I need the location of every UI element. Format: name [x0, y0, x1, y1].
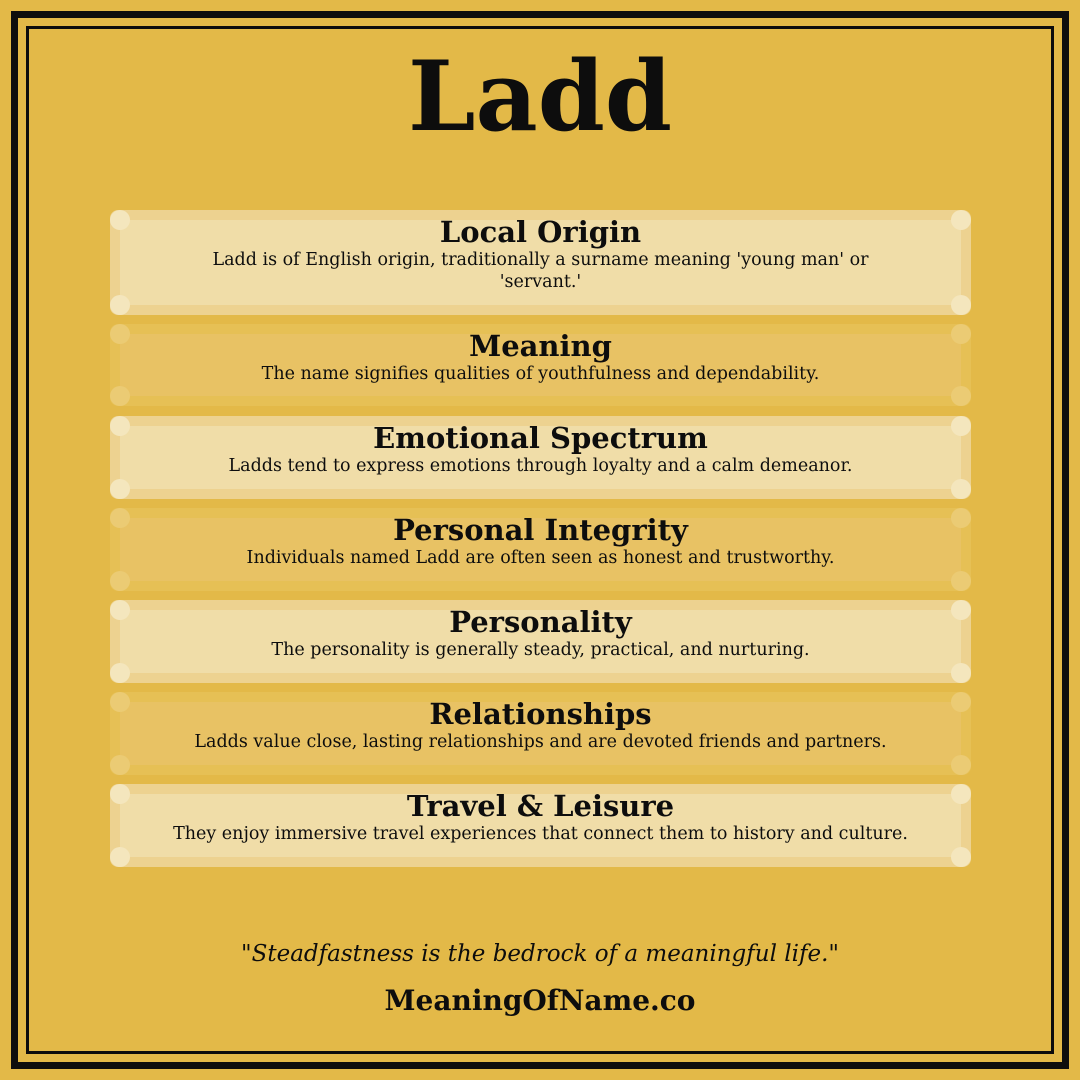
quote-text: Steadfastness is the bedrock of a meaningful life.: [251, 941, 829, 967]
card-emotional-spectrum: [110, 416, 971, 499]
card-heading: Personal Integrity: [393, 513, 688, 547]
card-local-origin: [110, 210, 971, 315]
card-heading: Meaning: [469, 329, 612, 363]
card-personality: [110, 600, 971, 683]
quote: "Steadfastness is the bedrock of a meaningful life.": [241, 941, 839, 967]
card-text: They enjoy immersive travel experiences that connect them to history and culture.: [173, 824, 908, 844]
card-heading: Personality: [449, 605, 632, 639]
card-text: Ladds value close, lasting relationships and are devoted friends and partners.: [194, 732, 887, 752]
card-text: Ladds tend to express emotions through loyalty and a calm demeanor.: [228, 456, 853, 476]
page-title: Ladd: [408, 40, 672, 153]
card-heading: Emotional Spectrum: [373, 421, 708, 455]
card-text: The name signifies qualities of youthfulness and dependability.: [261, 364, 820, 384]
card-meaning: [110, 324, 971, 406]
card-relationships: [110, 692, 971, 775]
site-name: MeaningOfName.co: [384, 984, 696, 1017]
card-travel-leisure: [110, 784, 971, 867]
card-heading: Relationships: [429, 697, 652, 731]
card-text: Individuals named Ladd are often seen as honest and trustworthy.: [246, 548, 835, 568]
card-text: Ladd is of English origin, traditionally a surname meaning 'young man' or 'servant.': [212, 250, 869, 292]
card-text: The personality is generally steady, practical, and nurturing.: [271, 640, 810, 660]
card-heading: Travel & Leisure: [406, 789, 675, 823]
card-personal-integrity: [110, 508, 971, 591]
card-heading: Local Origin: [439, 215, 642, 249]
